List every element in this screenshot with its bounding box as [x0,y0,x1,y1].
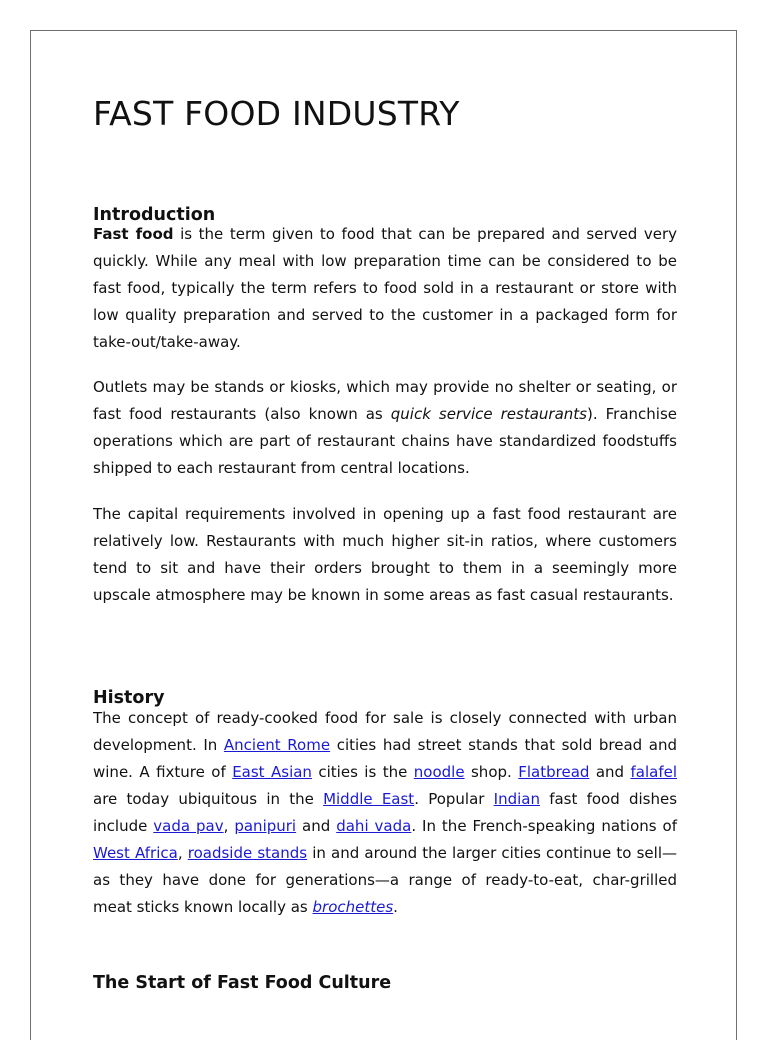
link-brochettes[interactable]: brochettes [312,898,394,916]
intro-paragraph-3: The capital requirements involved in opening up a fast food restaurant are relatively low. Restaurants with much higher sit-in ratios, where customers tend to sit and have their orders brought to them in a seemingly more upscale atmosphere may be known in some areas as fast casual restaurants. [93,505,677,604]
link-west-africa[interactable]: West Africa [93,844,178,862]
link-indian[interactable]: Indian [493,790,540,808]
heading-fast-food-culture: The Start of Fast Food Culture [93,973,392,993]
heading-introduction: Introduction [93,205,216,225]
document-page [30,30,737,1040]
link-noodle[interactable]: noodle [413,763,465,781]
intro-paragraph-1: Fast food is the term given to food that can be prepared and served very quickly. While any meal with low preparation time can be considered to be fast food, typically the term refers to food sold in a restaurant or store with low quality preparation and served to the customer in a packaged form for take-out/take-away. [93,225,677,351]
heading-history: History [93,688,165,708]
link-flatbread[interactable]: Flatbread [518,763,590,781]
link-east-asian[interactable]: East Asian [232,763,312,781]
link-falafel[interactable]: falafel [630,763,678,781]
link-panipuri[interactable]: panipuri [234,817,297,835]
intro-paragraph-2: Outlets may be stands or kiosks, which may provide no shelter or seating, or fast food restaurants (also known as quick service restaurants). Franchise operations which are part of restaurant chains have standardized foodstuffs shipped to each restaurant from central locations. [93,378,677,477]
history-paragraph: The concept of ready-cooked food for sale is closely connected with urban development. In Ancient Rome cities had street stands that sold bread and wine. A fixture of East Asian cities is the noodle shop. Flatbread and falafel are today ubiquitous in the Middle East. Popular Indian fast food dishes include vada pav, panipuri and dahi vada. In the French-speaking nations of West Africa, roadside stands in and around the larger cities continue to sell—as they have done for generations—a range of ready-to-eat, char-grilled meat sticks known locally as brochettes. [93,709,678,916]
link-middle-east[interactable]: Middle East [323,790,415,808]
document-title: FAST FOOD INDUSTRY [93,94,460,133]
term-fast-food: Fast food [93,225,174,243]
link-roadside-stands[interactable]: roadside stands [187,844,308,862]
link-ancient-rome[interactable]: Ancient Rome [223,736,331,754]
link-dahi-vada[interactable]: dahi vada [336,817,412,835]
term-quick-service: quick service restaurants [390,405,587,423]
link-vada-pav[interactable]: vada pav [153,817,224,835]
